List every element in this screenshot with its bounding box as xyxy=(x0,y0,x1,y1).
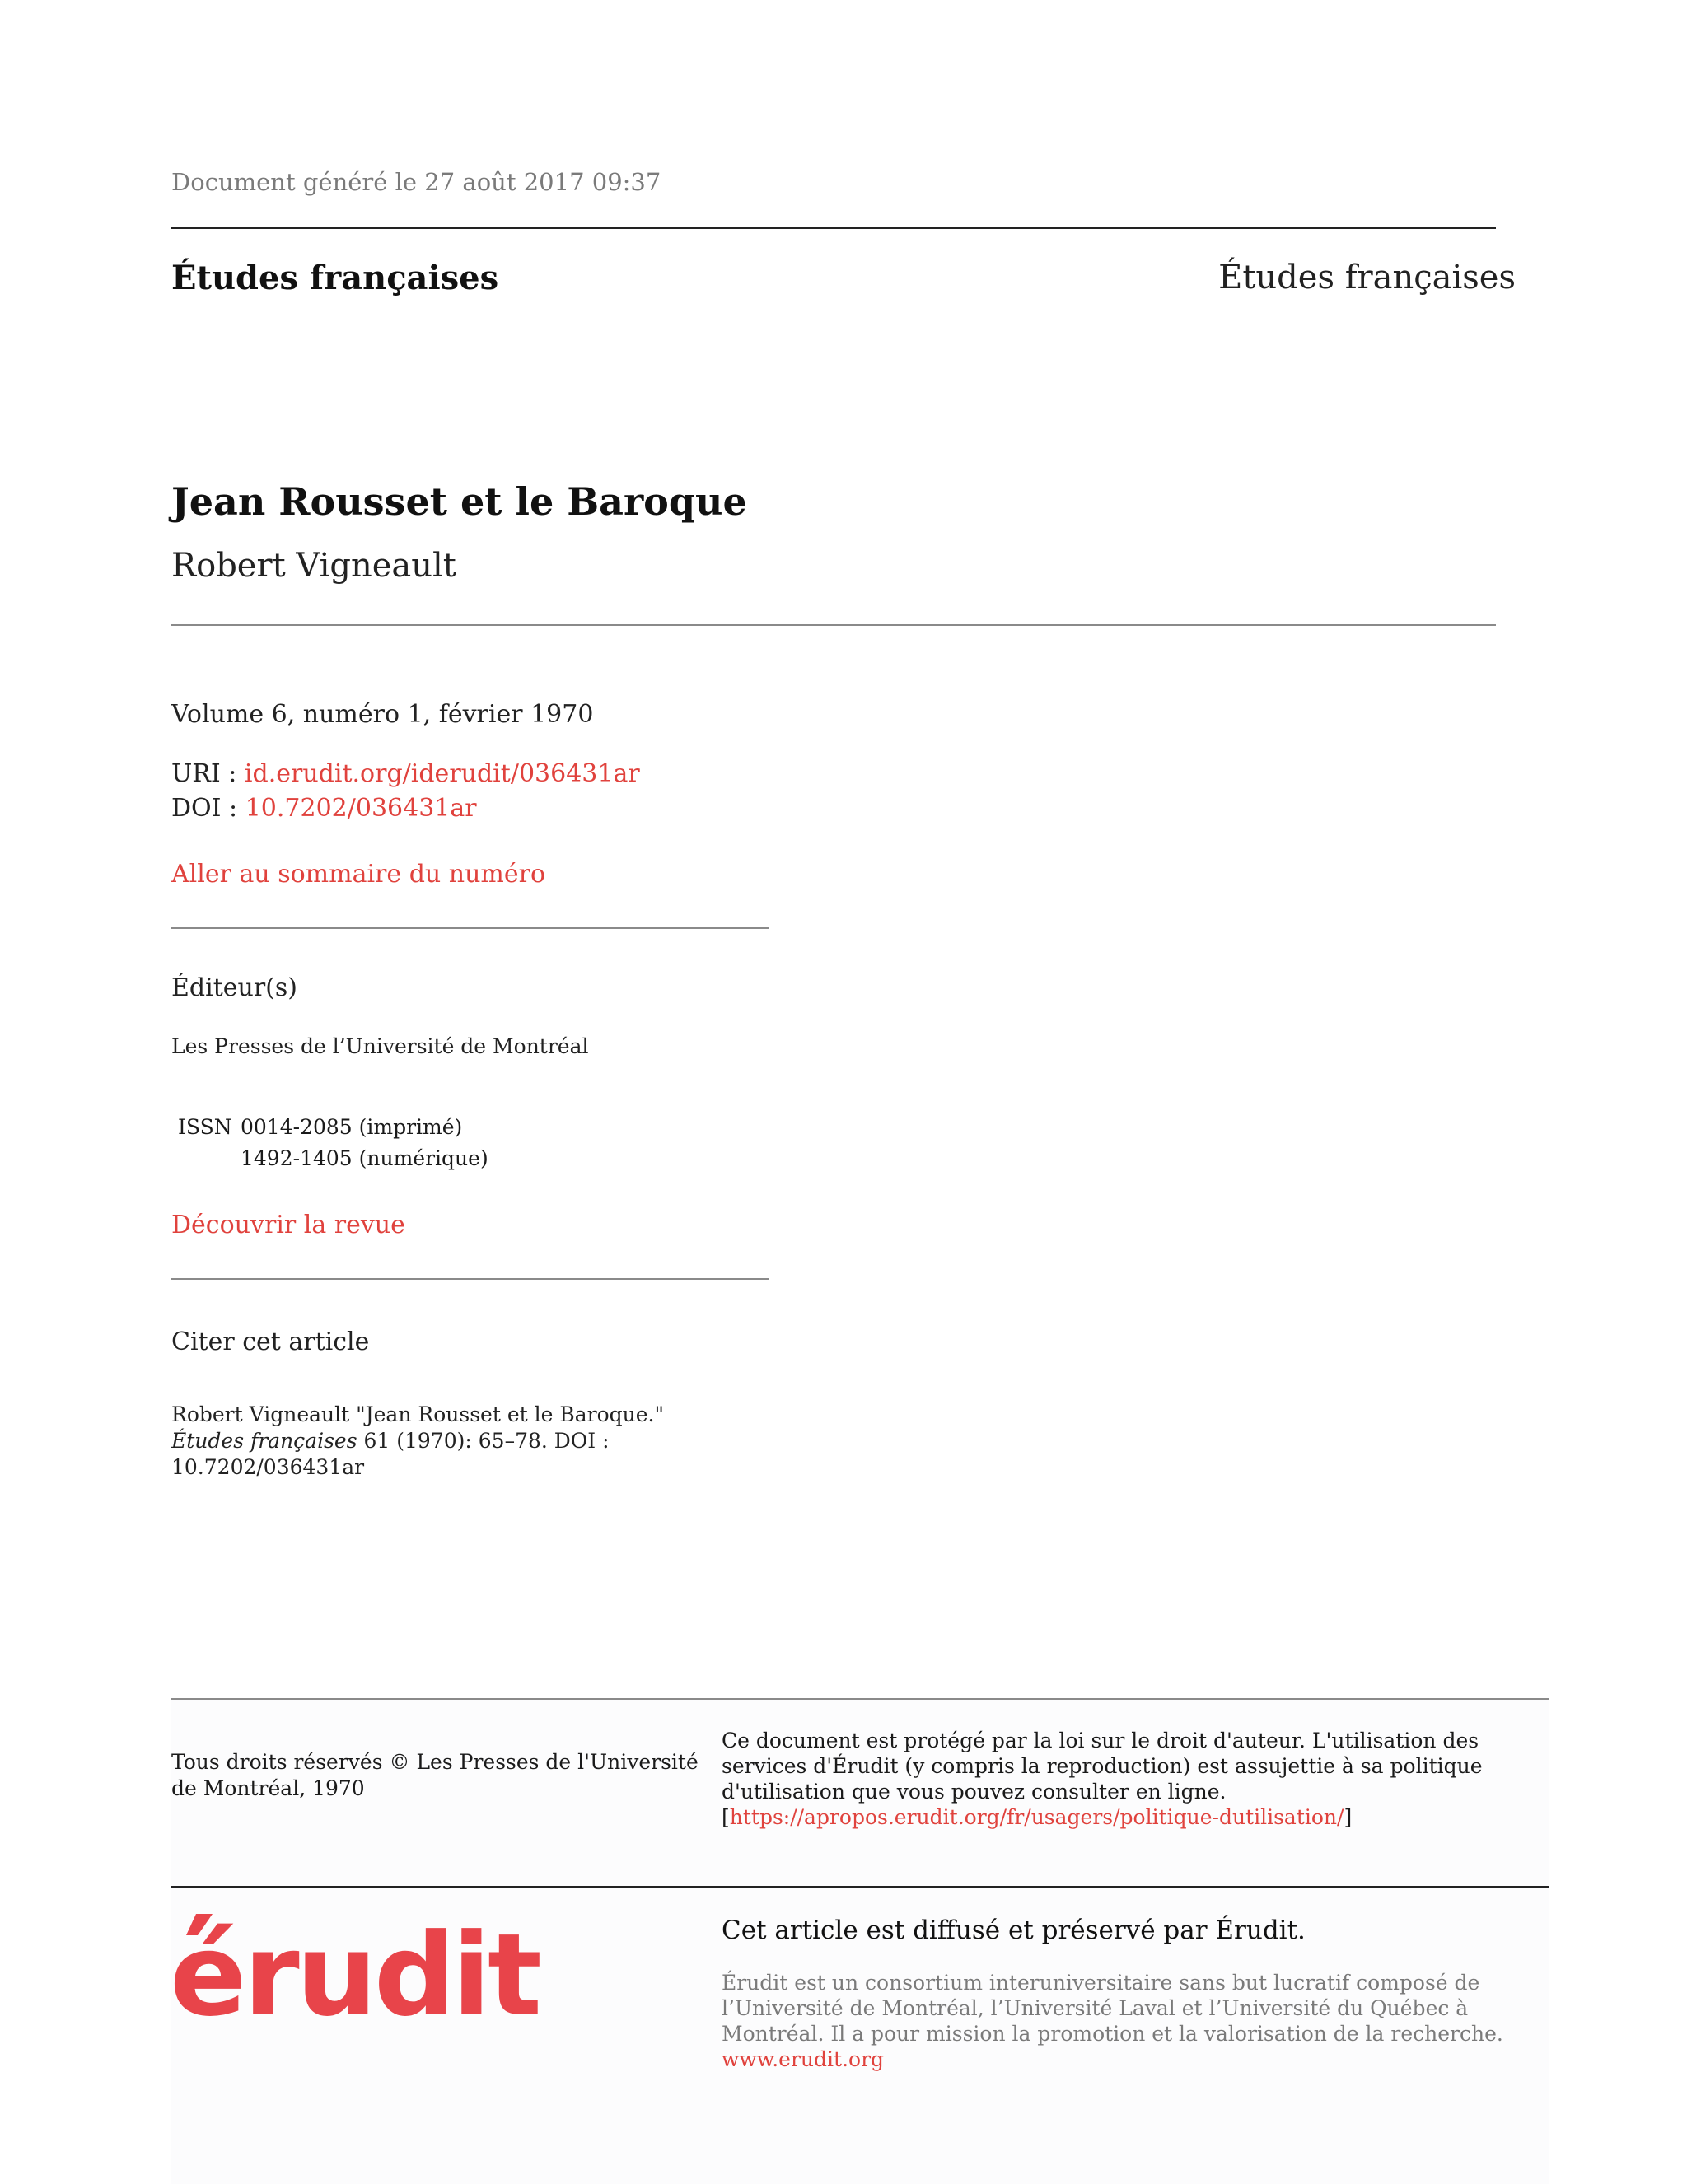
bracket-close: ] xyxy=(1344,1805,1353,1829)
citation-journal: Études françaises xyxy=(171,1429,357,1453)
publisher-name: Les Presses de l’Université de Montréal xyxy=(171,1034,589,1058)
doi-label: DOI : xyxy=(171,794,245,823)
issue-divider xyxy=(171,927,769,929)
doi-line xyxy=(171,794,477,823)
issn-print: 0014-2085 (imprimé) xyxy=(241,1115,463,1139)
discover-journal-link[interactable]: Découvrir la revue xyxy=(171,1211,405,1239)
erudit-site-link[interactable]: www.erudit.org xyxy=(722,2047,885,2071)
bracket-open: [ xyxy=(722,1805,730,1829)
usage-text: Ce document est protégé par la loi sur le droit d'auteur. L'utilisation des services d'Érudit (y compris la reproduction) est assujettie à sa politique d'utilisation que vous pouvez consulter en ligne. xyxy=(722,1729,1483,1804)
citation-text xyxy=(171,1402,699,1481)
issue-volume: Volume 6, numéro 1, février 1970 xyxy=(171,700,594,729)
doi-link[interactable]: 10.7202/036431ar xyxy=(245,794,477,823)
uri-link[interactable]: id.erudit.org/iderudit/036431ar xyxy=(244,759,640,788)
citation-part-1: Robert Vigneault "Jean Rousset et le Baroque." xyxy=(171,1402,664,1426)
copyright-notice: Tous droits réservés © Les Presses de l'Université de Montréal, 1970 xyxy=(171,1750,699,1800)
footer-divider xyxy=(171,1886,1549,1888)
toc-link[interactable]: Aller au sommaire du numéro xyxy=(171,860,545,889)
policy-link[interactable]: https://apropos.erudit.org/fr/usagers/politique-dutilisation/ xyxy=(729,1805,1344,1829)
rights-divider xyxy=(171,1698,1549,1700)
diffusion-notice: Cet article est diffusé et préservé par Érudit. xyxy=(722,1916,1306,1945)
erudit-logo-text: érudit xyxy=(170,1909,539,2042)
article-author: Robert Vigneault xyxy=(171,547,456,585)
article-title: Jean Rousset et le Baroque xyxy=(171,479,747,524)
title-divider xyxy=(171,624,1496,626)
usage-notice xyxy=(722,1728,1549,1830)
header-divider xyxy=(171,227,1496,229)
generated-date: Document généré le 27 août 2017 09:37 xyxy=(171,168,661,196)
journal-title: Études françaises xyxy=(171,259,499,297)
uri-line xyxy=(171,759,640,788)
consortium-description xyxy=(722,1970,1549,2072)
uri-label: URI : xyxy=(171,759,245,788)
citation-part-2: 61 (1970): 65–78. DOI : 10.7202/036431ar xyxy=(171,1429,610,1479)
journal-name-right: Études françaises xyxy=(1218,259,1516,296)
publisher-heading: Éditeur(s) xyxy=(171,973,297,1002)
publisher-divider xyxy=(171,1278,769,1280)
citation-heading: Citer cet article xyxy=(171,1328,370,1356)
issn-digital: 1492-1405 (numérique) xyxy=(241,1146,488,1170)
erudit-logo-mark xyxy=(170,1909,539,2042)
erudit-logo xyxy=(170,1909,539,2042)
consortium-text: Érudit est un consortium interuniversitaire sans but lucratif composé de l’Université de Montréal, l’Université Laval et l’Université du Québec à Montréal. Il a pour mission la promotion et la valorisation de la recherche. xyxy=(722,1971,1503,2046)
issn-label: ISSN xyxy=(178,1115,232,1139)
